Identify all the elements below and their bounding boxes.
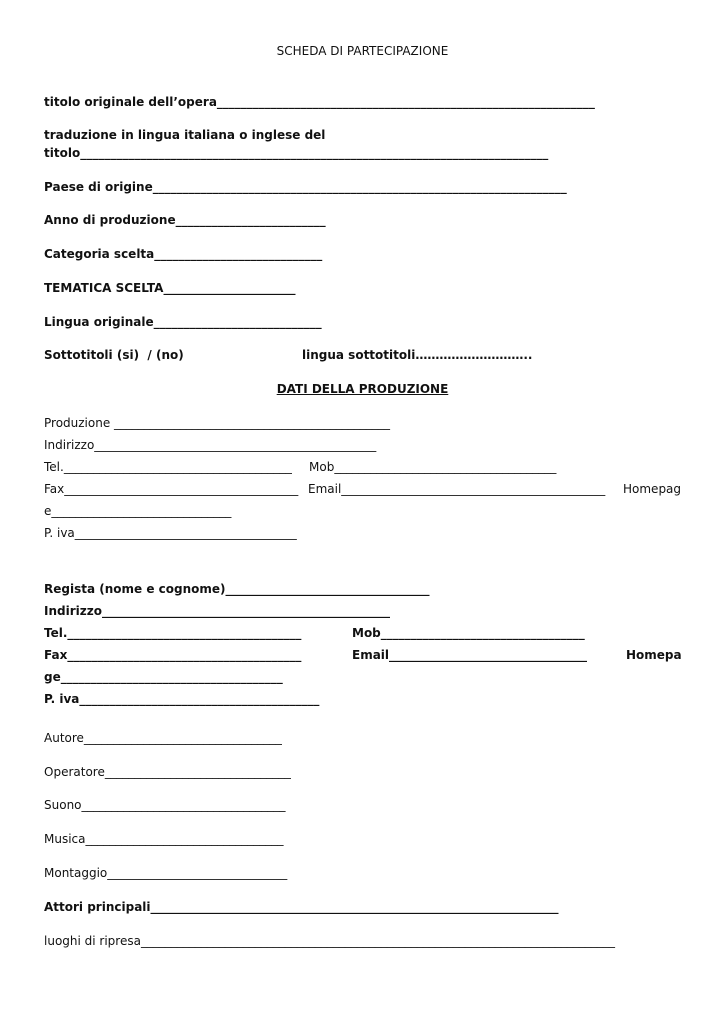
field-main-actors[interactable]: Attori principali____________________________________________________________________ bbox=[44, 900, 559, 914]
field-production-tel[interactable]: Tel.______________________________________ bbox=[44, 460, 292, 474]
field-director-vat[interactable]: P. iva________________________________________ bbox=[44, 692, 320, 706]
field-sound[interactable]: Suono__________________________________ bbox=[44, 798, 286, 812]
field-operator[interactable]: Operatore_______________________________ bbox=[44, 765, 291, 779]
field-locations[interactable]: luoghi di ripresa_______________________________________________________________________________ bbox=[44, 934, 615, 948]
field-year[interactable]: Anno di produzione_________________________ bbox=[44, 213, 326, 227]
field-director-fax[interactable]: Fax_______________________________________ bbox=[44, 648, 302, 662]
field-theme[interactable]: TEMATICA SCELTA______________________ bbox=[44, 281, 296, 295]
field-production-vat[interactable]: P. iva_____________________________________ bbox=[44, 526, 297, 540]
field-director-homepage-label: Homepa bbox=[626, 648, 682, 662]
field-translation-label: traduzione in lingua italiana o inglese del bbox=[44, 128, 326, 142]
field-translated-title[interactable]: titolo______________________________________________________________________________ bbox=[44, 146, 549, 160]
field-director-mob[interactable]: Mob__________________________________ bbox=[352, 626, 585, 640]
field-production[interactable]: Produzione ______________________________________________ bbox=[44, 416, 391, 430]
field-production-address[interactable]: Indirizzo_______________________________________________ bbox=[44, 438, 377, 452]
field-country[interactable]: Paese di origine_____________________________________________________________________ bbox=[44, 180, 567, 194]
field-production-mob[interactable]: Mob_____________________________________ bbox=[309, 460, 557, 474]
field-director-homepage[interactable]: ge_____________________________________ bbox=[44, 670, 283, 684]
field-subtitle-language[interactable]: lingua sottotitoli……………………….. bbox=[302, 348, 533, 362]
field-category[interactable]: Categoria scelta____________________________ bbox=[44, 247, 323, 261]
form-title: SCHEDA DI PARTECIPAZIONE bbox=[276, 44, 449, 58]
field-subtitles[interactable]: Sottotitoli (si) / (no) bbox=[44, 348, 184, 362]
field-original-language[interactable]: Lingua originale____________________________ bbox=[44, 315, 322, 329]
field-director-name[interactable]: Regista (nome e cognome)__________________________________ bbox=[44, 582, 430, 596]
field-production-email[interactable]: Email____________________________________________ bbox=[308, 482, 606, 496]
field-production-fax[interactable]: Fax_______________________________________ bbox=[44, 482, 299, 496]
field-original-title[interactable]: titolo originale dell’opera_______________________________________________________________ bbox=[44, 95, 595, 109]
field-director-address[interactable]: Indirizzo________________________________________________ bbox=[44, 604, 390, 618]
field-production-homepage-label: Homepag bbox=[623, 482, 682, 496]
production-heading: DATI DELLA PRODUZIONE bbox=[276, 382, 449, 396]
field-director-tel[interactable]: Tel._______________________________________ bbox=[44, 626, 302, 640]
field-production-homepage[interactable]: e______________________________ bbox=[44, 504, 232, 518]
field-author[interactable]: Autore_________________________________ bbox=[44, 731, 282, 745]
field-editing[interactable]: Montaggio______________________________ bbox=[44, 866, 288, 880]
field-music[interactable]: Musica_________________________________ bbox=[44, 832, 284, 846]
field-director-email[interactable]: Email_________________________________ bbox=[352, 648, 588, 662]
